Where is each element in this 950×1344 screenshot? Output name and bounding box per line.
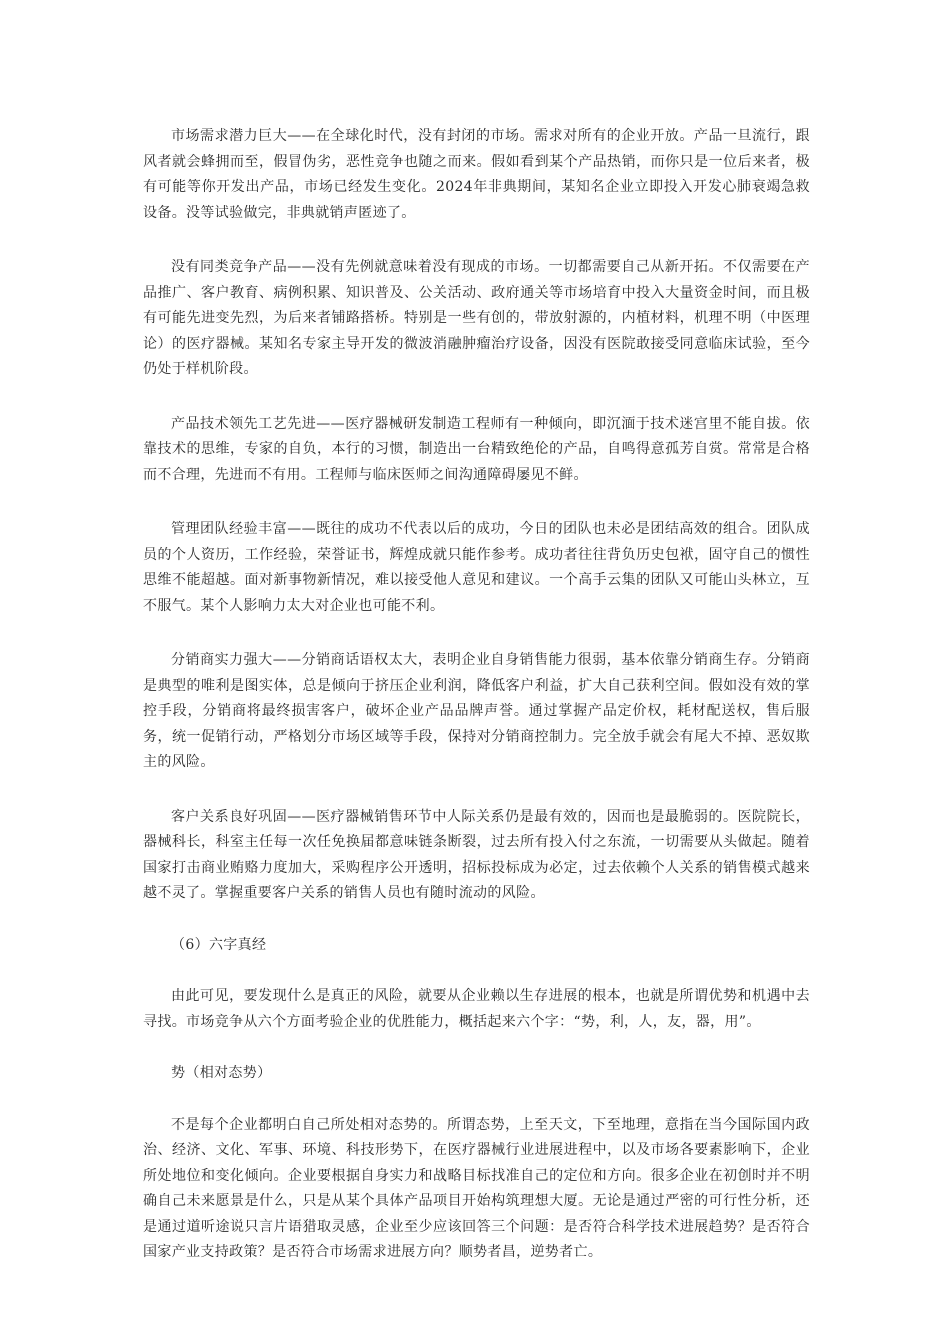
sub-heading: 势（相对态势） — [171, 1065, 272, 1081]
paragraph-relative-situation: 不是每个企业都明白自己所处相对态势的。所谓态势，上至天文，下至地理，意指在当今国际国内政治、经济、文化、军事、环境、科技形势下，在医疗器械行业进展进程中，以及市场各要素影响下，企业所处地位和变化倾向。企业要根据自身实力和战略目标找准自己的定位和方向。很多企业在初创时并不明确自己未来愿景是什么，只是从某个具体产品项目开始构筑理想大厦。无论是通过严密的可行性分析，还是通过道听途说只言片语猎取灵感，企业至少应该回答三个问题：是否符合科学技术进展趋势？是否符合国家产业支持政策？是否符合市场需求进展方向？顺势者昌，逆势者亡。 — [143, 1116, 810, 1260]
document-page — [143, 124, 810, 1295]
paragraph-six-words: 由此可见，要发现什么是真正的风险，就要从企业赖以生存进展的根本，也就是所谓优势和机遇中去寻找。市场竞争从六个方面考验企业的优胜能力，概括起来六个字：“势，利，人，友，器，用”。 — [143, 988, 810, 1030]
paragraph-management-team: 管理团队经验丰富——既往的成功不代表以后的成功，今日的团队也未必是团结高效的组合。团队成员的个人资历，工作经验，荣誉证书，辉煌成就只能作参考。成功者往往背负历史包袱，固守自己的惯性思维不能超越。面对新事物新情况，难以接受他人意见和建议。一个高手云集的团队又可能山头林立，互不服气。某个人影响力太大对企业也可能不利。 — [143, 521, 810, 614]
paragraph-customer-relations: 客户关系良好巩固——医疗器械销售环节中人际关系仍是最有效的，因而也是最脆弱的。医院院长，器械科长，科室主任每一次任免换届都意味链条断裂，过去所有投入付之东流，一切需要从头做起。随着国家打击商业贿赂力度加大，采购程序公开透明，招标投标成为必定，过去依赖个人关系的销售模式越来越不灵了。掌握重要客户关系的销售人员也有随时流动的风险。 — [143, 808, 810, 901]
paragraph-distributors: 分销商实力强大——分销商话语权太大，表明企业自身销售能力很弱，基本依靠分销商生存。分销商是典型的唯利是图实体，总是倾向于挤压企业利润，降低客户利益，扩大自己获利空间。假如没有效的掌控手段，分销商将最终损害客户，破坏企业产品品牌声誉。通过掌握产品定价权，耗材配送权，售后服务，统一促销行动，严格划分市场区域等手段，保持对分销商控制力。完全放手就会有尾大不掉、恶奴欺主的风险。 — [143, 652, 810, 770]
paragraph-market-demand: 市场需求潜力巨大——在全球化时代，没有封闭的市场。需求对所有的企业开放。产品一旦流行，跟风者就会蜂拥而至，假冒伪劣，恶性竞争也随之而来。假如看到某个产品热销，而你只是一位后来者，极有可能等你开发出产品，市场已经发生变化。2024年非典期间，某知名企业立即投入开发心肺衰竭急救设备。没等试验做完，非典就销声匿迹了。 — [143, 128, 810, 221]
section-heading: （6）六字真经 — [171, 936, 267, 953]
paragraph-no-competition: 没有同类竞争产品——没有先例就意味着没有现成的市场。一切都需要自己从新开拓。不仅需要在产品推广、客户教育、病例积累、知识普及、公关活动、政府通关等市场培育中投入大量资金时间，而且极有可能先进变先烈，为后来者铺路搭桥。特别是一些有创的，带放射源的，内植材料，机理不明（中医理论）的医疗器械。某知名专家主导开发的微波消融肿瘤治疗设备，因没有医院敢接受同意临床试验，至今仍处于样机阶段。 — [143, 259, 810, 377]
paragraph-technology-lead: 产品技术领先工艺先进——医疗器械研发制造工程师有一种倾向，即沉湎于技术迷宫里不能自拔。依靠技术的思维，专家的自负，本行的习惯，制造出一台精致绝伦的产品，自鸣得意孤芳自赏。常常是合格而不合理，先进而不有用。工程师与临床医师之间沟通障碍屡见不鲜。 — [143, 415, 810, 483]
